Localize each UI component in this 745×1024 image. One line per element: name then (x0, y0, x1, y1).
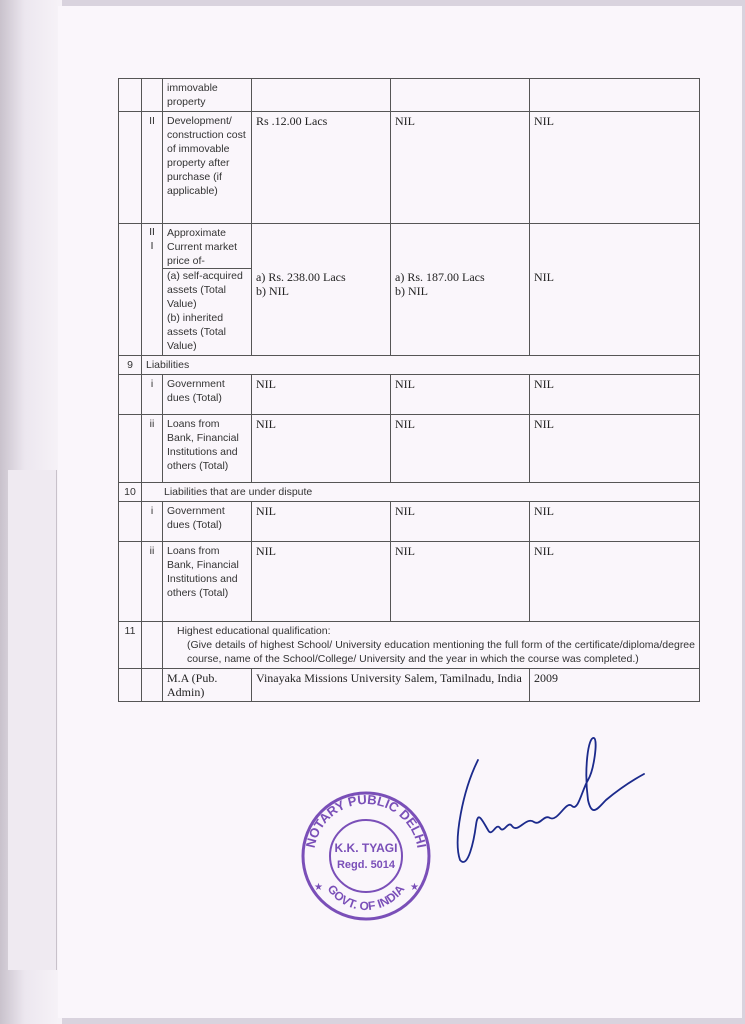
table-row (119, 622, 700, 669)
value-cell: NIL (252, 502, 391, 542)
table-row (119, 79, 700, 112)
table-row (119, 669, 700, 702)
item-label: Government dues (Total) (163, 375, 252, 415)
year-cell: 2009 (530, 669, 700, 702)
table-row (119, 502, 700, 542)
stamp-star-icon: ★ (410, 882, 419, 893)
value-cell: a) Rs. 187.00 Lacs b) NIL (391, 224, 530, 356)
item-heading: Approximate Current market price of- (167, 227, 238, 267)
stamp-bottom-text: GOVT. OF INDIA (324, 882, 408, 914)
table-row (119, 224, 700, 356)
table-row (119, 112, 700, 224)
item-label: Loans from Bank, Financial Institutions and others (Total) (163, 415, 252, 483)
table-row (119, 415, 700, 483)
item-label: (a) self-acquired assets (Total Value) (b) inherited assets (Total Value) (163, 268, 251, 353)
value-cell: Rs .12.00 Lacs (252, 112, 391, 224)
section-title: Liabilities that are under dispute (142, 483, 700, 502)
item-label: Development/ construction cost of immovable property after purchase (if applicable) (163, 112, 252, 224)
sub-number: ii (142, 415, 163, 483)
value-cell: a) Rs. 238.00 Lacs b) NIL (252, 224, 391, 356)
value-cell: NIL (391, 542, 530, 622)
section-number: 10 (119, 483, 142, 502)
sub-number: II I (142, 224, 163, 356)
item-label: Loans from Bank, Financial Institutions and others (Total) (163, 542, 252, 622)
value-cell: NIL (530, 112, 700, 224)
item-label: immovable property (163, 79, 252, 112)
value-cell: NIL (252, 375, 391, 415)
value-cell: NIL (391, 415, 530, 483)
section-header (119, 356, 700, 375)
section-title: Highest educational qualification: (177, 625, 331, 637)
section-number: 11 (119, 622, 142, 669)
sub-number: ii (142, 542, 163, 622)
sub-number: II (142, 112, 163, 224)
sub-number: i (142, 375, 163, 415)
section-title: Liabilities (142, 356, 700, 375)
asset-liability-table (118, 78, 700, 702)
institution-cell: Vinayaka Missions University Salem, Tamilnadu, India (252, 669, 530, 702)
stamp-name: K.K. TYAGI (334, 841, 398, 855)
value-cell: NIL (252, 542, 391, 622)
value-cell: NIL (530, 415, 700, 483)
torn-page-strip (8, 470, 57, 970)
notary-stamp (300, 790, 432, 922)
value-cell: NIL (391, 375, 530, 415)
value-cell: NIL (530, 502, 700, 542)
table-row (119, 542, 700, 622)
value-cell: NIL (391, 112, 530, 224)
stamp-regd: Regd. 5014 (336, 859, 396, 871)
value-cell: NIL (391, 502, 530, 542)
degree-cell: M.A (Pub. Admin) (163, 669, 252, 702)
stamp-top-text: NOTARY PUBLIC DELHI (302, 791, 430, 850)
value-cell: NIL (530, 375, 700, 415)
value-cell: NIL (530, 224, 700, 356)
section-number: 9 (119, 356, 142, 375)
value-cell: NIL (530, 542, 700, 622)
item-label: Government dues (Total) (163, 502, 252, 542)
qualification-note: (Give details of highest School/ University education mentioning the full form of the certificate/diploma/degree course, name of the School/College/ University and the year in which the course was completed.) (187, 639, 695, 665)
stamp-star-icon: ★ (314, 882, 323, 893)
sub-number: i (142, 502, 163, 542)
section-header (119, 483, 700, 502)
value-cell: NIL (252, 415, 391, 483)
table-row (119, 375, 700, 415)
handwritten-signature (448, 730, 648, 880)
